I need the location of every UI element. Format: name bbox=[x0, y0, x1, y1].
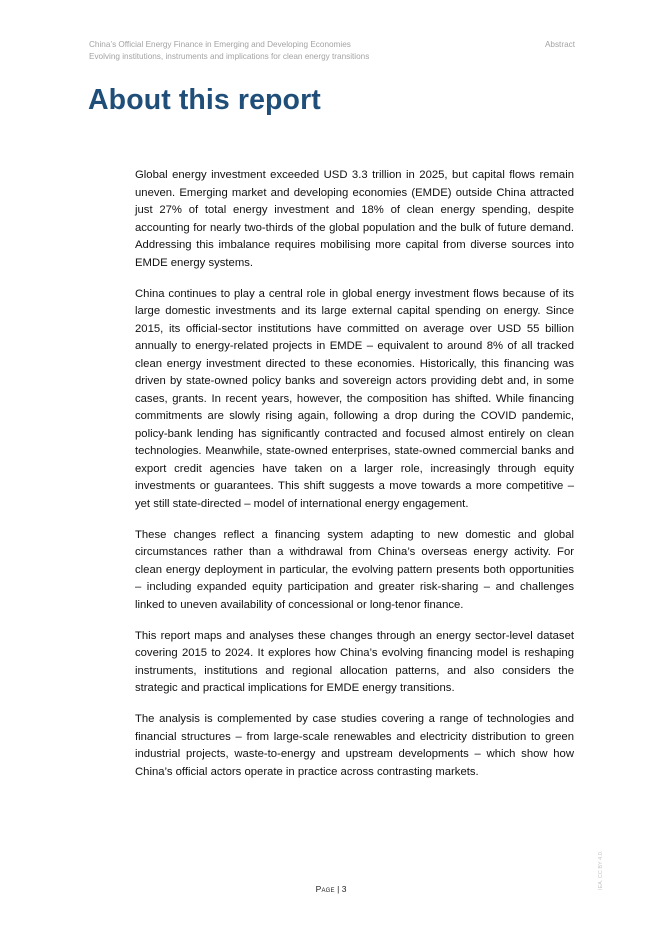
paragraph: Global energy investment exceeded USD 3.3 trillion in 2025, but capital flows remain uneven. Emerging market and developing economies (EMDE) outside China attracted just 27% of total energy investment and 18% of clean energy spending, despite accounting for nearly two-thirds of the global population and the bulk of future demand. Addressing this imbalance requires mobilising more capital from diverse sources into EMDE energy systems. bbox=[135, 169, 574, 269]
section-label: Abstract bbox=[544, 40, 575, 49]
page-separator: | bbox=[337, 884, 340, 894]
page-title: About this report bbox=[88, 84, 321, 116]
document-subtitle: Evolving institutions, instruments and implications for clean energy transitions bbox=[89, 52, 370, 61]
page-number: 3 bbox=[341, 884, 347, 894]
license-notice: IEA. CC BY 4.0. bbox=[598, 850, 604, 890]
paragraph: These changes reflect a financing system adapting to new domestic and global circumstances rather than a withdrawal from China’s overseas energy activity. For clean energy deployment in particular, the evolving pattern presents both opportunities – including expanded equity participation and greater risk-sharing – and challenges linked to uneven availability of concessional or long-tenor finance. bbox=[135, 528, 574, 611]
body-text bbox=[135, 167, 574, 795]
page-label: Page bbox=[315, 884, 335, 894]
paragraph: This report maps and analyses these changes through an energy sector-level dataset covering 2015 to 2024. It explores how China’s evolving financing model is reshaping instruments, institutions and regional allocation patterns, and also considers the strategic and practical implications for EMDE energy transitions. bbox=[135, 629, 574, 694]
running-header bbox=[89, 39, 575, 63]
paragraph: The analysis is complemented by case studies covering a range of technologies and financial structures – from large-scale renewables and electricity distribution to green industrial projects, waste-to-energy and upstream developments – which show how China’s official actors operate in practice across contrasting markets. bbox=[135, 713, 574, 778]
page-footer bbox=[0, 884, 662, 894]
document-title: China’s Official Energy Finance in Emerging and Developing Economies bbox=[89, 40, 351, 49]
paragraph: China continues to play a central role in global energy investment flows because of its large domestic investments and its large external capital spending on energy. Since 2015, its official-sector institutions have committed on average over USD 55 billion annually to energy-related projects in EMDE – equivalent to around 8% of all tracked clean energy investment directed to these economies. Historically, this financing was driven by state-owned policy banks and sovereign actors providing debt and, in some cases, grants. In recent years, however, the composition has shifted. While financing commitments are slowly rising again, following a drop during the COVID pandemic, policy-bank lending has significantly contracted and focused almost entirely on clean technologies. Meanwhile, state-owned enterprises, state-owned commercial banks and export credit agencies have taken on a larger role, increasingly through equity investments or guarantees. This shift suggests a move towards a more competitive – yet still state-directed – model of international energy engagement. bbox=[135, 287, 574, 510]
